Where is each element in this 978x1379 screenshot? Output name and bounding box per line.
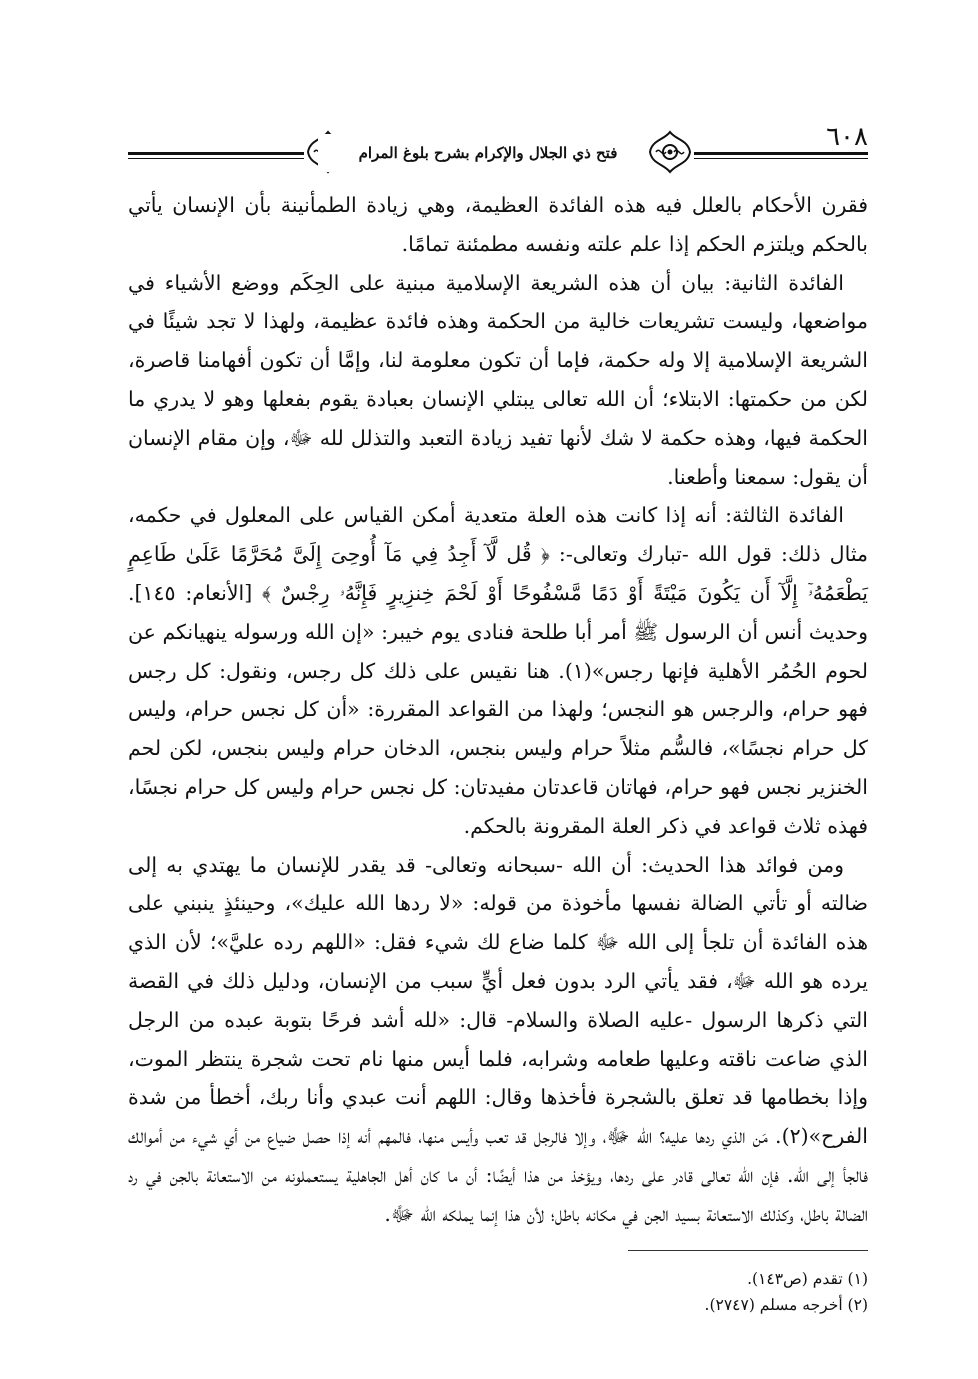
- paragraph: الفائدة الثالثة: أنه إذا كانت هذه العلة متعدية أمكن القياس على المعلول في حكمه، مثال ذلك: قول الله -تبارك وتعالى-: ﴿ قُل لَّآ أَجِدُ فِي مَآ أُوحِىَ إِلَىَّ مُحَرَّمًا عَلَىٰ طَاعِمٍ يَطْعَمُهُۥٓ إِلَّآ أَن يَكُونَ مَيْتَةً أَوْ دَمًا مَّسْفُوحًا أَوْ لَحْمَ خِنزِيرٍ فَإِنَّهُۥ رِجْسٌ ﴾ [الأنعام: ١٤٥]. وحديث أنس أن الرسول ﷺ أمر أبا طلحة فنادى يوم خيبر: «إن الله ورسوله ينهيانكم عن لحوم الحُمُر الأهلية فإنها رجس»(١). هنا نقيس على ذلك كل رجس، ونقول: كل رجس فهو حرام، والرجس هو النجس؛ ولهذا من القواعد المقررة: «أن كل نجس حرام، وليس كل حرام نجسًا»، فالسُّم مثلاً حرام وليس بنجس، الدخان حرام وليس بنجس، لكن لحم الخنزير نجس فهو حرام، فهاتان قاعدتان مفيدتان: كل نجس حرام وليس كل حرام نجسًا، فهذه ثلاث قواعد في ذكر العلة المقرونة بالحكم.: [128, 503, 868, 838]
- ornament-right-icon: [646, 128, 694, 176]
- page-number: ٦٠٨: [820, 122, 868, 152]
- footnote: (١) تقدم (ص١٤٣).: [747, 1270, 868, 1288]
- paragraph: ومن فوائد هذا الحديث: أن الله -سبحانه وتعالى- قد يقدر للإنسان ما يهتدي به إلى ضالته أو تأتي الضالة نفسها مأخوذة من قوله: «لا ردها الله عليك»، وحينئذٍ ينبني على هذه الفائدة أن تلجأ إلى الله ﷻ كلما ضاع لك شيء فقل: «اللهم رده عليَّ»؛ لأن الذي يرده هو الله ﷻ، فقد يأتي الرد بدون فعل أيٍّ سبب من الإنسان، ودليل ذلك في القصة التي ذكرها الرسول -عليه الصلاة والسلام- قال: «لله أشد فرحًا بتوبة عبده من الرجل الذي ضاعت ناقته وعليها طعامه وشرابه، فلما أيس منها نام تحت شجرة ينتظر الموت، وإذا بخطامها قد تعلق بالشجرة فأخذها وقال: اللهم أنت عبدي وأنا ربك، أخطأ من شدة الفرح»(٢). مَن الذي ردها عليه؟ الله ﷻ، وإلا فالرجل قد تعب وأيس منها، فالمهم أنه إذا حصل ضياع من أي شيء من أموالك فالجأ إلى الله. فإن الله تعالى قادر على ردها، ويؤخذ من هذا أيضًا: أن ما كان أهل الجاهلية يستعملونه من الاستعانة بالجن في رد الضالة باطل، وكذلك الاستعانة بسيد الجن في مكانه باطل؛ لأن هذا إنما يملكه الله ﷻ.: [128, 852, 868, 1226]
- footnote-separator: [628, 1250, 868, 1251]
- paragraph: فقرن الأحكام بالعلل فيه هذه الفائدة العظيمة، وهي زيادة الطمأنينة بأن الإنسان يأتي بالحكم ويلتزم الحكم إذا علم علته ونفسه مطمئنة تمامًا.: [128, 193, 868, 256]
- body-text: [128, 186, 868, 1234]
- footnotes: [128, 1266, 868, 1318]
- page-header: [128, 122, 868, 178]
- paragraph: الفائدة الثانية: بيان أن هذه الشريعة الإسلامية مبنية على الحِكَم ووضع الأشياء في مواضعها، وليست تشريعات خالية من الحكمة وهذه فائدة عظيمة، ولهذا لا تجد شيئًا في الشريعة الإسلامية إلا وله حكمة، فإما أن تكون معلومة لنا، وإمَّا أن تكون أفهامنا قاصرة، لكن من حكمتها: الابتلاء؛ أن الله تعالى يبتلي الإنسان بعبادة يقوم بفعلها وهو لا يدري ما الحكمة فيها، وهذه حكمة لا شك لأنها تفيد زيادة التعبد والتذلل لله ﷻ، وإن مقام الإنسان أن يقول: سمعنا وأطعنا.: [128, 270, 868, 489]
- header-title-box: [318, 134, 658, 172]
- footnote: (٢) أخرجه مسلم (٢٧٤٧).: [704, 1296, 868, 1314]
- running-title: فتح ذي الجلال والإكرام بشرح بلوغ المرام: [358, 144, 618, 162]
